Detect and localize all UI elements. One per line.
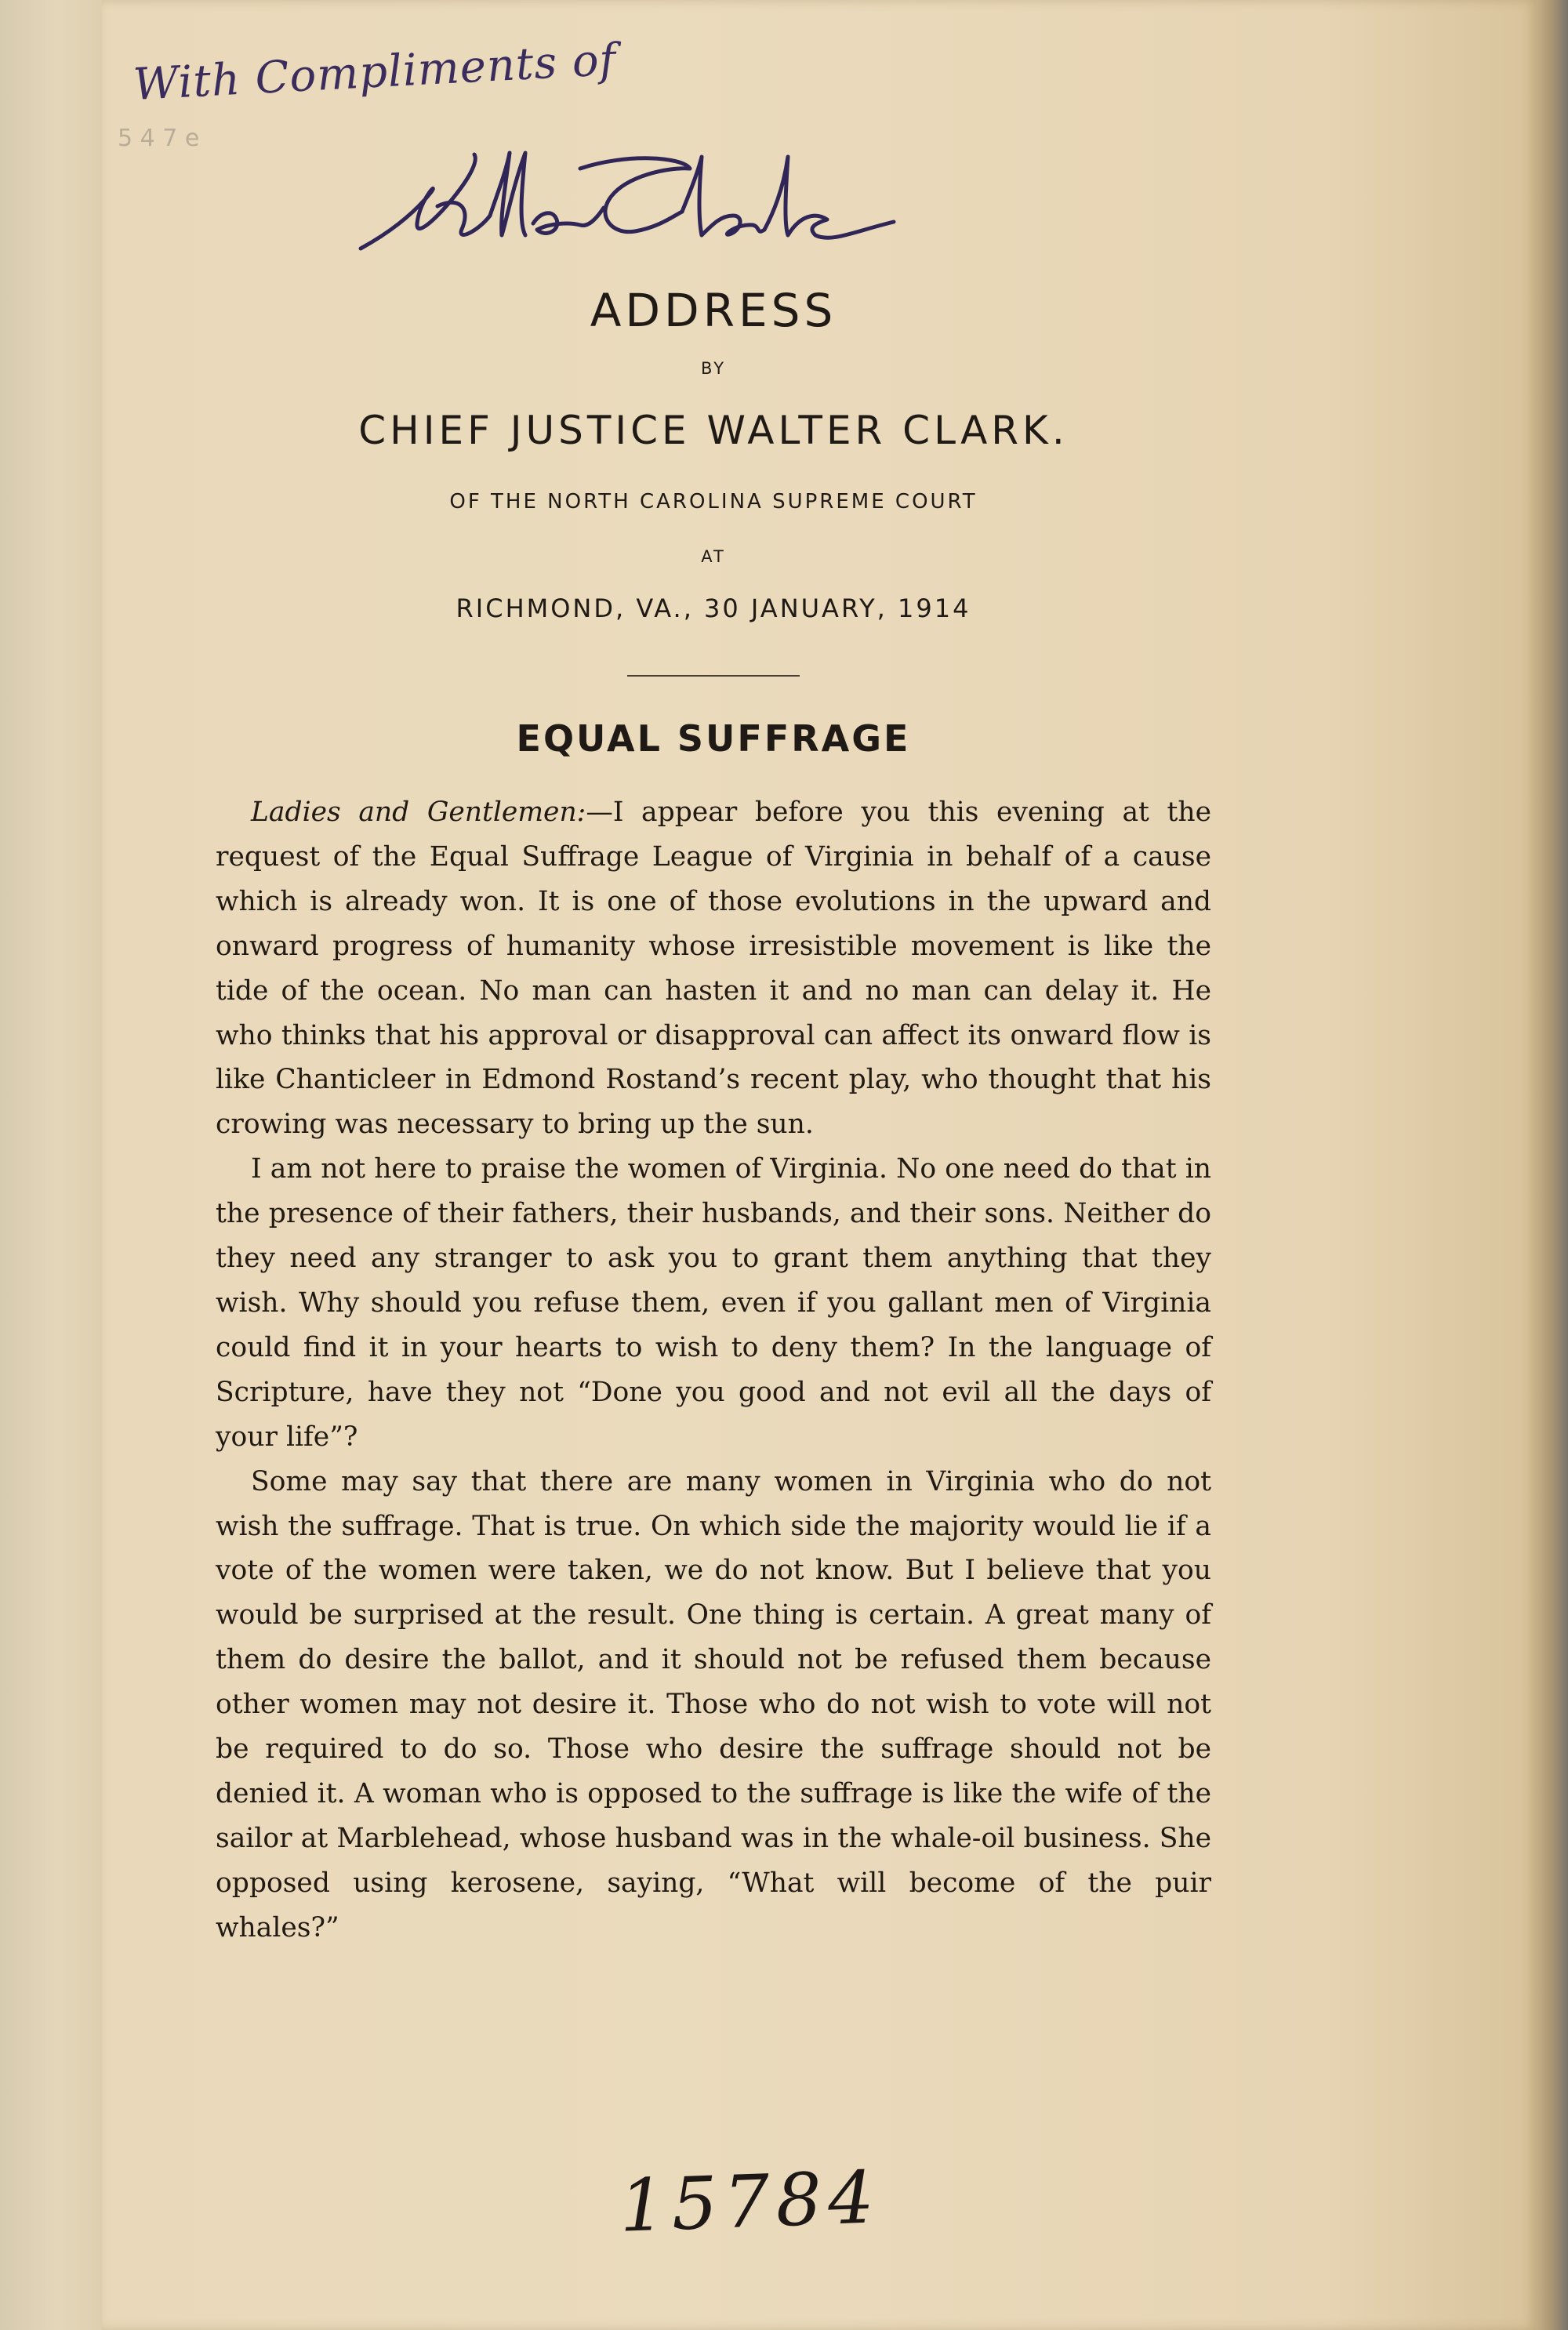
signature-icon xyxy=(345,137,909,270)
signature xyxy=(345,137,909,270)
page-edge xyxy=(1537,0,1568,2330)
address-heading: ADDRESS xyxy=(590,284,837,337)
pencil-mark: 5 4 7 e xyxy=(118,125,200,152)
compliments-inscription: With Compliments of xyxy=(132,34,618,111)
speech-title: EQUAL SUFFRAGE xyxy=(516,717,911,760)
paragraph-3: Some may say that there are many women in Virginia who do not wish the suffrage. That is true. On which side the majority would lie if a vote of the women were taken, we do not know. But I believe that you would be surprised at the result. One thing is certain. A great many of them do desire the ballot, and it should not be refused them because other women may not desire it. Those who do not wish to vote will not be required to do so. Those who desire the suffrage should not be denied it. A woman who is opposed to the suffrage is like the wife of the sailor at Marblehead, whose husband was in the whale-oil business. She opposed using kerosene, saying, “What will become of the puir whales?” xyxy=(216,1465,1211,1943)
salutation: Ladies and Gentlemen: xyxy=(251,797,586,828)
by-label: BY xyxy=(700,359,727,378)
place-date: RICHMOND, VA., 30 JANUARY, 1914 xyxy=(456,593,971,623)
paragraph-1 xyxy=(216,790,1211,1147)
accession-number: 15784 xyxy=(618,2155,882,2248)
at-label: AT xyxy=(701,547,726,566)
paragraph-1-text: —I appear before you this evening at the request of the Equal Suffrage League of Virginia in behalf of a cause which is already won. It is one of those evolutions in the upward and onward progress of humanity whose irresistible movement is like the tide of the ocean. No man can hasten it and no man can delay it. He who thinks that his approval or disapproval can affect its onward flow is like Chanticleer in Edmond Rostand’s recent play, who thought that his crowing was necessary to bring up the sun. xyxy=(216,797,1211,1141)
court-line: OF THE NORTH CAROLINA SUPREME COURT xyxy=(449,490,978,514)
divider xyxy=(627,675,800,677)
paragraph-2: I am not here to praise the women of Virginia. No one need do that in the presence of their fathers, their husbands, and their sons. Neither do they need any stranger to ask you to grant them anything that they wish. Why should you refuse them, even if you gallant men of Virginia could find it in your hearts to wish to deny them? In the language of Scripture, have they not “Done you good and not evil all the days of your life”? xyxy=(216,1153,1211,1453)
speech-body xyxy=(216,790,1211,1951)
speaker-name: CHIEF JUSTICE WALTER CLARK. xyxy=(358,408,1069,453)
